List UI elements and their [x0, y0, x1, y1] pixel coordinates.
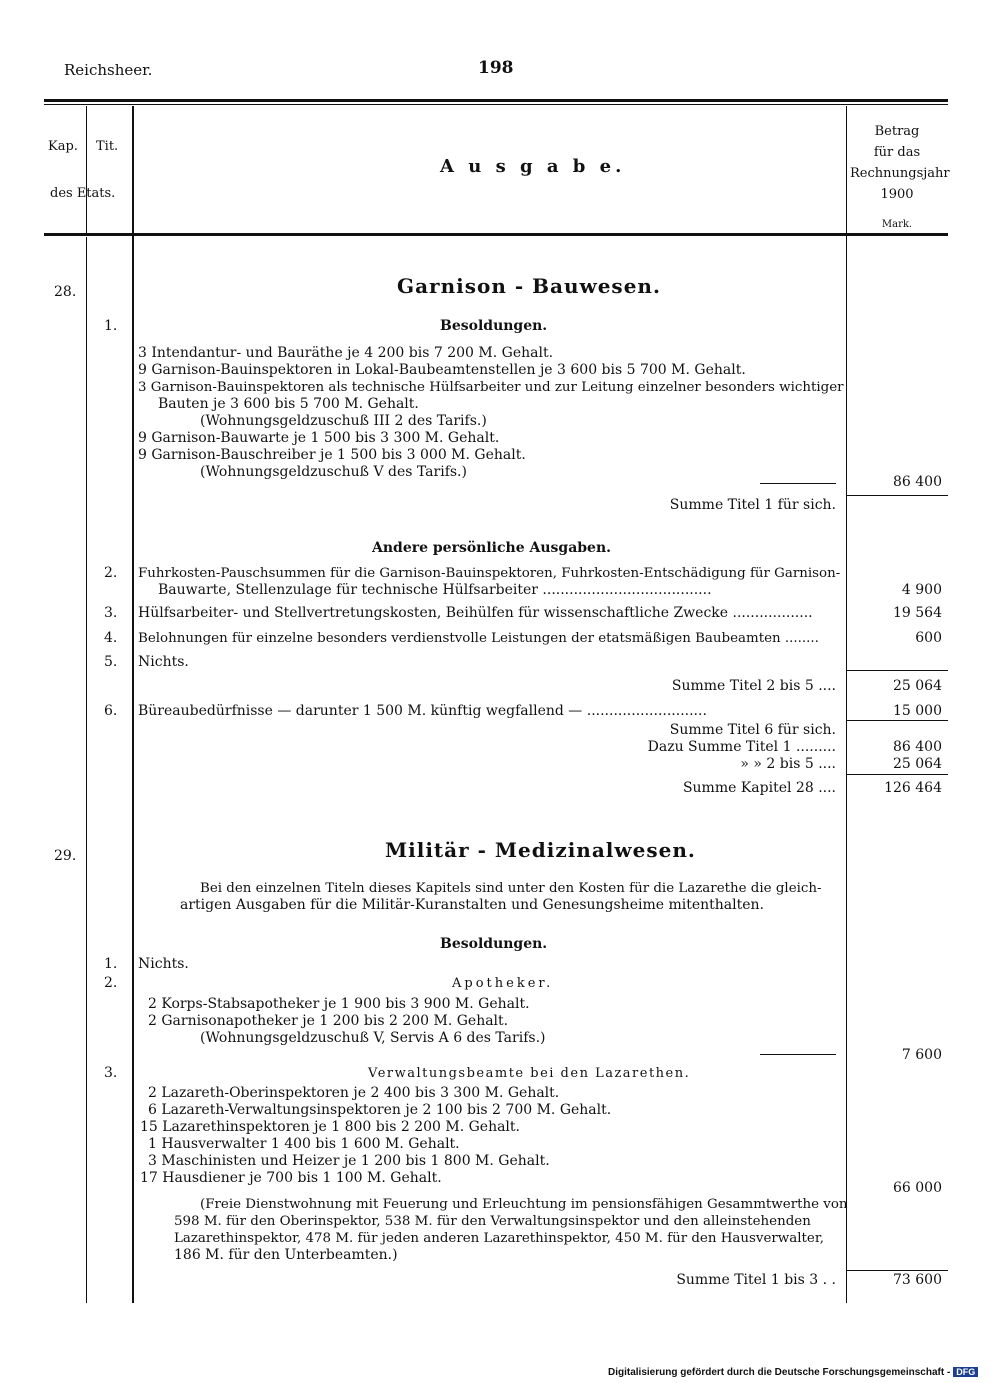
- header-mark: Mark.: [881, 219, 913, 230]
- kap28-dazu-2: » » 2 bis 5 ....: [740, 756, 836, 772]
- kap29-tit3-amount: 66 000: [893, 1180, 942, 1196]
- kap28-summe-1: Summe Titel 1 für sich.: [669, 497, 836, 513]
- kap28-summe-2-5: Summe Titel 2 bis 5 ....: [671, 678, 836, 694]
- kap29-verwaltung-heading: Verwaltungsbeamte bei den Lazarethen.: [368, 1066, 691, 1081]
- kap28-andere-heading: Andere persönliche Ausgaben.: [372, 540, 612, 556]
- kap28-tit6: 6.: [104, 703, 118, 719]
- kap29-number: 29.: [54, 848, 77, 864]
- kap29-verw-line-2: 15 Lazarethinspektoren je 1 800 bis 2 200 M. Gehalt.: [140, 1119, 520, 1135]
- kap28-tit2: 2.: [104, 565, 118, 581]
- kap28-line-2: 3 Garnison-Bauinspektoren als technische Hülfsarbeiter und zur Leitung einzelner besonders wichtiger: [138, 380, 844, 395]
- kap28-tit1: 1.: [104, 318, 118, 334]
- header-betrag-3: 1900: [880, 187, 914, 202]
- kap28-line-1: 9 Garnison-Bauinspektoren in Lokal-Baubeamtenstellen je 3 600 bis 5 700 M. Gehalt.: [138, 362, 746, 378]
- kap29-verw-line-5: 17 Hausdiener je 700 bis 1 100 M. Gehalt.: [140, 1170, 442, 1186]
- header-top-rule-thin: [44, 104, 948, 105]
- kap28-line-3: Bauten je 3 600 bis 5 700 M. Gehalt.: [158, 396, 419, 412]
- kap28-tit5: 5.: [104, 654, 118, 670]
- kap29-note-line-2: Lazarethinspektor, 478 M. für jeden anderen Lazarethinspektor, 450 M. für den Hausverwalter,: [174, 1231, 824, 1246]
- header-betrag-0: Betrag: [874, 124, 920, 139]
- kap29-verw-line-1: 6 Lazareth-Verwaltungsinspektoren je 2 100 bis 2 700 M. Gehalt.: [148, 1102, 612, 1118]
- kap29-apotheker-heading: Apotheker.: [452, 976, 554, 991]
- kap29-apo-line-2: (Wohnungsgeldzuschuß V, Servis A 6 des Tarifs.): [200, 1030, 546, 1046]
- page-number: 198: [478, 58, 514, 78]
- col-divider-kap-tit-header: [86, 106, 87, 236]
- kap28-tit6-line: Büreaubedürfnisse — darunter 1 500 M. künftig wegfallend — ...........................: [138, 703, 707, 719]
- kap29-tit2-amount: 7 600: [901, 1047, 942, 1063]
- kap29-besoldungen-heading: Besoldungen.: [440, 936, 548, 952]
- kap29-apo-line-0: 2 Korps-Stabsapotheker je 1 900 bis 3 900 M. Gehalt.: [148, 996, 530, 1012]
- header-tit: Tit.: [96, 139, 119, 154]
- kap29-verw-line-4: 3 Maschinisten und Heizer je 1 200 bis 1 800 M. Gehalt.: [148, 1153, 550, 1169]
- kap28-line-0: 3 Intendantur- und Bauräthe je 4 200 bis 7 200 M. Gehalt.: [138, 345, 554, 361]
- footer-text: Digitalisierung gefördert durch die Deutsche Forschungsgemeinschaft: [608, 1367, 945, 1378]
- kap28-besoldungen-heading: Besoldungen.: [440, 318, 548, 334]
- kap28-amount-rule-4: [846, 774, 948, 775]
- kap29-summe-1-3: Summe Titel 1 bis 3 . .: [676, 1272, 836, 1288]
- kap28-tit2-amount: 4 900: [901, 582, 942, 598]
- kap28-dazu-1-amount: 86 400: [893, 739, 942, 755]
- kap28-amount-rule-3: [846, 720, 948, 721]
- kap28-tit4-amount: 600: [915, 630, 942, 646]
- kap28-summe-6: Summe Titel 6 für sich.: [669, 722, 836, 738]
- kap29-tit2: 2.: [104, 975, 118, 991]
- kap29-intro-2: artigen Ausgaben für die Militär-Kuranstalten und Genesungsheime mitenthalten.: [180, 897, 765, 913]
- kap29-note-line-1: 598 M. für den Oberinspektor, 538 M. für den Verwaltungsinspektor und den alleinstehenden: [174, 1214, 811, 1229]
- kap29-verw-line-3: 1 Hausverwalter 1 400 bis 1 600 M. Gehalt.: [148, 1136, 460, 1152]
- kap29-sum-rule-2: [760, 1054, 836, 1055]
- col-divider-text-amount: [846, 106, 847, 1303]
- kap29-summe-1-3-amount: 73 600: [893, 1272, 942, 1288]
- kap28-dazu-1: Dazu Summe Titel 1 .........: [647, 739, 836, 755]
- header-des-etats: des Etats.: [50, 186, 116, 201]
- kap29-tit1: 1.: [104, 956, 118, 972]
- kap28-title: Garnison - Bauwesen.: [397, 274, 661, 298]
- header-title: A u s g a b e.: [440, 156, 626, 177]
- col-divider-kap-tit: [86, 237, 87, 1303]
- kap28-tit3-line: Hülfsarbeiter- und Stellvertretungskosten, Beihülfen für wissenschaftliche Zwecke ..................: [138, 605, 813, 621]
- kap28-amount-rule-1: [846, 495, 948, 496]
- header-top-rule: [44, 99, 948, 102]
- kap28-tit3: 3.: [104, 605, 118, 621]
- kap29-note-line-0: (Freie Dienstwohnung mit Feuerung und Erleuchtung im pensionsfähigen Gesammtwerthe von: [200, 1197, 848, 1212]
- kap28-tit5-line: Nichts.: [138, 654, 189, 670]
- header-betrag-1: für das: [873, 145, 921, 160]
- kap28-number: 28.: [54, 284, 77, 300]
- footer-credit: Digitalisierung gefördert durch die Deutsche Forschungsgemeinschaft - DFG: [608, 1367, 978, 1378]
- kap29-apo-line-1: 2 Garnisonapotheker je 1 200 bis 2 200 M. Gehalt.: [148, 1013, 509, 1029]
- kap28-tit6-amount: 15 000: [893, 703, 942, 719]
- kap29-tit3: 3.: [104, 1065, 118, 1081]
- kap29-title: Militär - Medizinalwesen.: [385, 838, 696, 862]
- kap28-sum-rule-1: [760, 483, 836, 484]
- running-head: Reichsheer.: [64, 61, 153, 79]
- kap29-tit1-line: Nichts.: [138, 956, 189, 972]
- col-divider-tit-text: [132, 106, 134, 1303]
- kap28-line-4: (Wohnungsgeldzuschuß III 2 des Tarifs.): [200, 413, 487, 429]
- header-betrag-2: Rechnungsjahr: [850, 166, 950, 181]
- kap28-line-6: 9 Garnison-Bauschreiber je 1 500 bis 3 000 M. Gehalt.: [138, 447, 526, 463]
- kap29-verw-line-0: 2 Lazareth-Oberinspektoren je 2 400 bis 3 300 M. Gehalt.: [148, 1085, 560, 1101]
- kap28-dazu-2-amount: 25 064: [893, 756, 942, 772]
- kap28-tit3-amount: 19 564: [893, 605, 942, 621]
- kap29-intro-1: Bei den einzelnen Titeln dieses Kapitels sind unter den Kosten für die Lazarethe die gleich-: [200, 881, 822, 896]
- kap28-tit4-line: Belohnungen für einzelne besonders verdienstvolle Leistungen der etatsmäßigen Baubeamten ........: [138, 631, 819, 646]
- kap28-summe-kapitel-amount: 126 464: [884, 780, 942, 796]
- kap28-amount-1: 86 400: [893, 474, 942, 490]
- kap28-tit2-line2: Bauwarte, Stellenzulage für technische Hülfsarbeiter ......................................: [158, 582, 712, 598]
- header-bottom-rule: [44, 233, 948, 236]
- kap28-summe-kapitel: Summe Kapitel 28 ....: [682, 780, 836, 796]
- kap28-amount-2-5: 25 064: [893, 678, 942, 694]
- kap28-line-5: 9 Garnison-Bauwarte je 1 500 bis 3 300 M. Gehalt.: [138, 430, 500, 446]
- kap28-amount-rule-2: [846, 670, 948, 671]
- dfg-logo: DFG: [953, 1367, 978, 1377]
- kap29-amount-rule: [846, 1270, 948, 1271]
- kap28-tit2-line1: Fuhrkosten-Pauschsummen für die Garnison-Bauinspektoren, Fuhrkosten-Entschädigung für Garnison-: [138, 566, 841, 581]
- kap28-line-7: (Wohnungsgeldzuschuß V des Tarifs.): [200, 464, 467, 480]
- kap28-tit4: 4.: [104, 630, 118, 646]
- kap29-note-line-3: 186 M. für den Unterbeamten.): [174, 1247, 398, 1263]
- header-kap: Kap.: [48, 139, 78, 154]
